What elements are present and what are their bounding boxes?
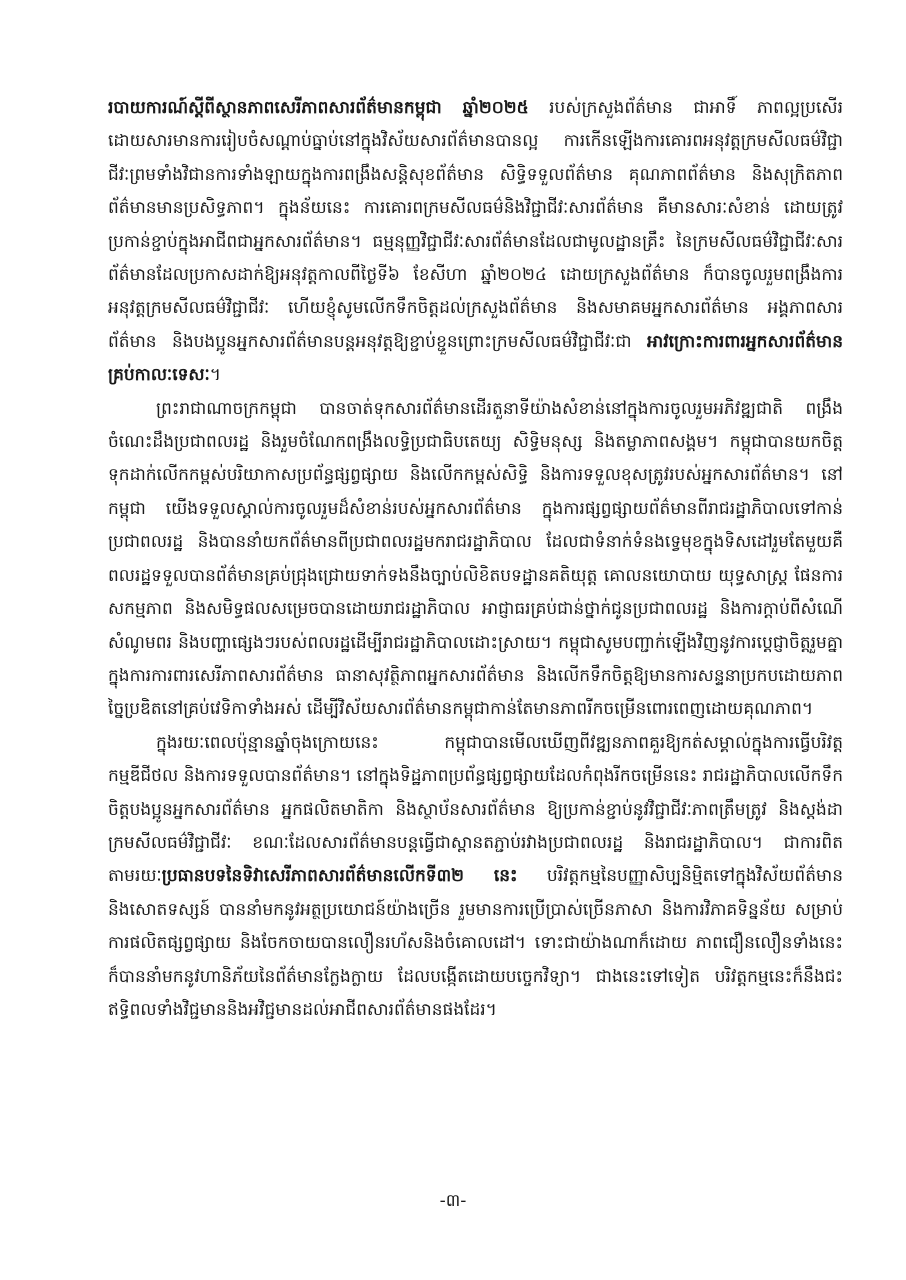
page-number: -៣-	[439, 1191, 467, 1211]
paragraph-text: ព្រះរាជាណាចក្រកម្ពុជា បានចាត់ទុកសារព័ត៌មានដើរតួនាទីយ៉ាងសំខាន់នៅក្នុងការចូលរួមអភិវឌ្ឍជាតិ ពង្រឹងចំណេះដឹងប្រជាពលរដ្ឋ និងរួមចំណែកពង្រឹងលទ្ធិប្រជាធិបតេយ្យ សិទ្ធិមនុស្ស និងតម្លាភាពសង្គម។ កម្ពុជាបានយកចិត្តទុកដាក់លើកកម្ពស់បរិយាកាសប្រព័ន្ធផ្សព្វផ្សាយ និងលើកកម្ពស់សិទ្ធិ និងការទទួលខុសត្រូវរបស់អ្នកសារព័ត៌មាន។ នៅកម្ពុជា យើងទទួលស្គាល់ការចូលរួមដ៏សំខាន់របស់អ្នកសារព័ត៌មាន ក្នុងការផ្សព្វផ្សាយព័ត៌មានពីរាជរដ្ឋាភិបាលទៅកាន់ប្រជាពលរដ្ឋ និងបាននាំយកព័ត៌មានពីប្រជាពលរដ្ឋមករាជរដ្ឋាភិបាល ដែលជាទំនាក់ទំនងទ្វេមុខក្នុងទិសដៅរួមតែមួយគឺពលរដ្ឋទទួលបានព័ត៌មានគ្រប់ជ្រុងជ្រោយទាក់ទងនឹងច្បាប់លិខិតបទដ្ឋានគតិយុត្ត គោលនយោបាយ យុទ្ធសាស្ត្រ ផែនការសកម្មភាព និងសមិទ្ធផលសម្រេចបានដោយរាជរដ្ឋាភិបាល អាជ្ញាធរគ្រប់ជាន់ថ្នាក់ជូនប្រជាពលរដ្ឋ និងការក្តាប់ពីសំណើសំណូមពរ និងបញ្ហាផ្សេងៗរបស់ពលរដ្ឋដើម្បីរាជរដ្ឋាភិបាលដោះស្រាយ។ កម្ពុជាសូមបញ្ជាក់ឡើងវិញនូវការប្តេជ្ញាចិត្តរួមគ្នា ក្នុងការការពារសេរីភាពសារព័ត៌មាន ធានាសុវត្ថិភាពអ្នកសារព័ត៌មាន និងលើកទឹកចិត្តឱ្យមានការសន្ទនាប្រកបដោយភាពច្នៃប្រឌិតនៅគ្រប់វេទិកាទាំងអស់ ដើម្បីវិស័យសារព័ត៌មានកម្ពុជាកាន់តែមានភាពរីកចម្រើនពោរពេញដោយគុណភាព។	[108, 398, 843, 720]
paragraph-text: របស់ក្រសួងព័ត៌មាន ជាអាទិ៍ ភាពល្អប្រសើរដោយសារមានការរៀបចំសណ្តាប់ធ្នាប់នៅក្នុងវិស័យសារព័ត៌មានបានល្អ ការកើនឡើងការគោរពអនុវត្តក្រមសីលធម៌វិជ្ជាជីវៈព្រមទាំងវិជានការទាំងឡាយក្នុងការពង្រឹងសន្តិសុខព័ត៌មាន សិទ្ធិទទួលព័ត៌មាន គុណភាពព័ត៌មាន និងសុក្រិតភាពព័ត៌មានមានប្រសិទ្ធភាព។ ក្នុងន័យនេះ ការគោរពក្រមសីលធម៌និងវិជ្ជាជីវៈសារព័ត៌មាន គឺមានសារៈសំខាន់ ដោយត្រូវប្រកាន់ខ្ជាប់ក្នុងអាជីពជាអ្នកសារព័ត៌មាន។ ធម្មនុញ្ញវិជ្ជាជីវៈសារព័ត៌មានដែលជាមូលដ្ឋានគ្រឹះ នៃក្រមសីលធម៌វិជ្ជាជីវៈសារព័ត៌មានដែលប្រកាសដាក់ឱ្យអនុវត្តកាលពីថ្ងៃទី៦ ខែសីហា ឆ្នាំ២០២៤ ដោយក្រសួងព័ត៌មាន ក៏បានចូលរួមពង្រឹងការអនុវត្តក្រមសីលធម៌វិជ្ជាជីវៈ ហើយខ្ញុំសូមលើកទឹកចិត្តដល់ក្រសួងព័ត៌មាន និងសមាគមអ្នកសារព័ត៌មាន អង្គភាពសារព័ត៌មាន និងបងប្អូនអ្នកសារព័ត៌មានបន្តអនុវត្តឱ្យខ្ជាប់ខ្ជួនព្រោះក្រមសីលធម៌វិជ្ជាជីវៈជា	[108, 98, 843, 352]
paragraph-1	[108, 92, 843, 393]
paragraph-text: ក្នុងរយៈពេលប៉ុន្មានឆ្នាំចុងក្រោយនេះ កម្ពុជាបានមើលឃើញពីវឌ្ឍនភាពគួរឱ្យកត់សម្គាល់ក្នុងការធ្វើបរិវត្តកម្មឌីជីថល និងការទទួលបានព័ត៌មាន។ នៅក្នុងទិដ្ឋភាពប្រព័ន្ធផ្សព្វផ្សាយដែលកំពុងរីកចម្រើននេះ រាជរដ្ឋាភិបាលលើកទឹកចិត្តបងប្អូនអ្នកសារព័ត៌មាន អ្នកផលិតមាតិកា និងស្ថាប័នសារព័ត៌មាន ឱ្យប្រកាន់ខ្ជាប់នូវវិជ្ជាជីវៈភាពត្រឹមត្រូវ និងស្តង់ដាក្រមសីលធម៌វិជ្ជាជីវៈ ខណៈដែលសារព័ត៌មានបន្តធ្វើជាស្ពានតភ្ជាប់រវាងប្រជាពលរដ្ឋ និងរាជរដ្ឋាភិបាល។ ជាការពិត តាមរយៈ	[108, 732, 843, 887]
paragraph-2	[108, 393, 843, 727]
emphasis-text: អាវក្រោះការពារអ្នកសារព័ត៌មានគ្រប់កាលៈទេសៈ	[108, 331, 843, 386]
report-title-text: របាយការណ៍ស្តីពីស្ថានភាពសេរីភាពសារព័ត៌មានកម្ពុជា ឆ្នាំ២០២៥	[108, 98, 529, 118]
theme-emphasis-text: ប្រធានបទនៃទិវាសេរីភាពសារព័ត៌មានលើកទី៣២ នេះ	[161, 866, 518, 887]
paragraph-text: ។	[209, 365, 221, 386]
paragraph-3	[108, 727, 843, 1028]
document-body	[108, 92, 843, 1027]
paragraph-text: បរិវត្តកម្មនៃបញ្ញាសិប្បនិម្មិតទៅក្នុងវិស័យព័ត៌មាននិងសោតទស្សន៍ បាននាំមកនូវអត្ថប្រយោជន៍យ៉ាងច្រើន រួមមានការប្រើប្រាស់ច្រើនភាសា និងការវិភាគទិន្នន័យ សម្រាប់ការផលិតផ្សព្វផ្សាយ និងចែកចាយបានលឿនរហ័សនិងចំគោលដៅ។ ទោះជាយ៉ាងណាក៏ដោយ ភាពជឿនលឿនទាំងនេះក៏បាននាំមកនូវហានិភ័យនៃព័ត៌មានក្លែងក្លាយ ដែលបង្កើតដោយបច្ចេកវិទ្យា។ ជាងនេះទៅទៀត បរិវត្តកម្មនេះក៏នឹងជះឥទ្ធិពលទាំងវិជ្ជមាននិងអវិជ្ជមានដល់អាជីពសារព័ត៌មានផងដែរ។	[108, 866, 843, 1020]
